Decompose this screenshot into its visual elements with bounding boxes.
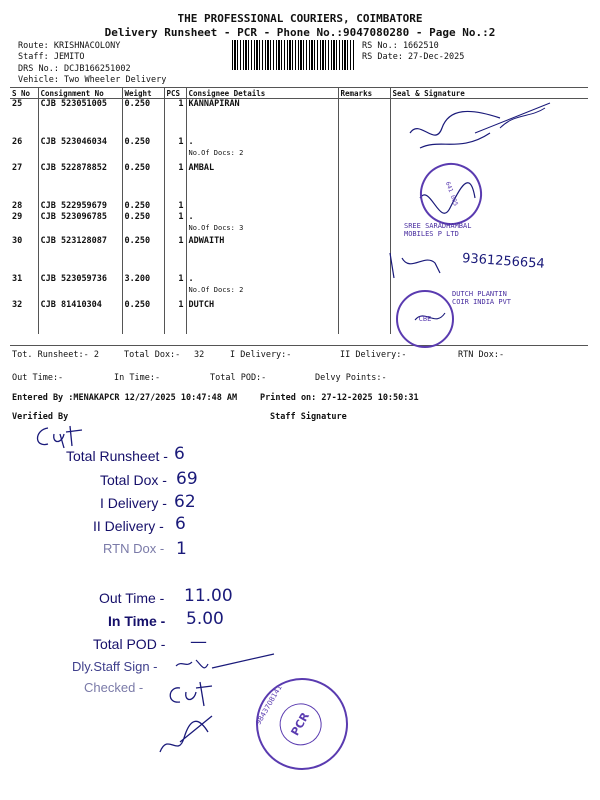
hw-total-runsheet-value: 6 (174, 444, 185, 464)
verified-by-label: Verified By (12, 412, 69, 422)
col-header-pcs: PCS (164, 88, 186, 99)
hw-i-delivery-value: 62 (174, 492, 196, 512)
col-header-consignment: Consignment No (38, 88, 122, 99)
checked-signature (150, 672, 230, 762)
hw-ii-delivery-value: 6 (175, 514, 186, 534)
col-header-consignee: Consignee Details (186, 88, 338, 99)
hw-out-time-label: Out Time - (99, 590, 165, 606)
staff-signature-label: Staff Signature (270, 412, 347, 422)
in-time-label: In Time:- (114, 373, 161, 383)
col-header-seal: Seal & Signature (390, 88, 588, 99)
col-header-weight: Weight (122, 88, 164, 99)
table-row: 27 CJB 522878852 0.250 1 AMBAL (10, 163, 588, 201)
hw-i-delivery-label: I Delivery - (100, 495, 167, 511)
pcr-stamp-inner: PCR (272, 696, 329, 753)
rs-date: RS Date: 27-Dec-2025 (362, 52, 465, 62)
hw-total-dox-value: 69 (176, 469, 198, 489)
dutch-coir-stamp: CBE (396, 290, 454, 348)
hw-in-time-label: In Time - (108, 613, 166, 629)
total-pod-label: Total POD:- (210, 373, 267, 383)
route-label: Route: KRISHNACOLONY (18, 41, 121, 51)
table-row: 31 CJB 523059736 3.200 1 . No.Of Docs: 2 (10, 274, 588, 300)
out-time-label: Out Time:- (12, 373, 64, 383)
table-row: 29 CJB 523096785 0.250 1 . No.Of Docs: 3 (10, 212, 588, 236)
staff-label: Staff: JEMITO (18, 52, 85, 62)
rtn-dox-label: RTN Dox:- (458, 350, 505, 360)
hw-rtn-dox-label: RTN Dox - (103, 541, 165, 556)
table-row: 30 CJB 523128087 0.250 1 ADWAITH (10, 236, 588, 274)
entered-by: Entered By :MENAKAPCR 12/27/2025 10:47:48 AM (12, 393, 238, 403)
hw-in-time-value: 5.00 (186, 609, 224, 629)
col-header-remarks: Remarks (338, 88, 390, 99)
hw-total-pod-value: — (190, 632, 207, 652)
row30-handwritten-phone: 9361256654 (461, 251, 546, 272)
row27-stamp-caption: SREE SARADHAMBAL MOBILES P LTD (404, 222, 472, 238)
pcr-stamp-number: 9843708141 (254, 683, 284, 727)
table-row: 26 CJB 523046034 0.250 1 . No.Of Docs: 2 (10, 137, 588, 163)
rs-number: RS No.: 1662510 (362, 41, 439, 51)
i-delivery-label: I Delivery:- (230, 350, 292, 360)
vehicle-label: Vehicle: Two Wheeler Delivery (18, 75, 167, 85)
hw-rtn-dox-value: 1 (176, 539, 187, 559)
drs-label: DRS No.: DCJB166251002 (18, 64, 131, 74)
hw-total-pod-label: Total POD - (93, 636, 166, 652)
tot-runsheet: Tot. Runsheet:- 2 (12, 350, 99, 360)
hw-out-time-value: 11.00 (184, 586, 233, 606)
table-row: 32 CJB 81410304 0.250 1 DUTCH (10, 300, 588, 334)
table-row: 28 CJB 522959679 0.250 1 (10, 201, 588, 212)
pcr-stamp (239, 661, 365, 787)
runsheet-subtitle: Delivery Runsheet - PCR - Phone No.:9047080280 - Page No.:2 (104, 26, 496, 39)
total-dox-label: Total Dox:- (124, 350, 181, 360)
hw-ii-delivery-label: II Delivery - (93, 518, 164, 534)
barcode (232, 40, 354, 70)
hw-total-dox-label: Total Dox - (100, 472, 167, 488)
ii-delivery-label: II Delivery:- (340, 350, 407, 360)
hw-checked-label: Checked - (84, 680, 144, 695)
printed-on: Printed on: 27-12-2025 10:50:31 (260, 393, 419, 403)
table-bottom-rule (10, 345, 588, 346)
row27-stamp: 641 005 (411, 154, 490, 233)
company-title: THE PROFESSIONAL COURIERS, COIMBATORE (177, 12, 423, 25)
dutch-coir-stamp-caption: DUTCH PLANTIN COIR INDIA PVT (452, 290, 512, 306)
delvy-points-label: Delvy Points:- (315, 373, 387, 383)
col-header-sno: S No (10, 88, 38, 99)
total-dox-value: 32 (194, 350, 205, 360)
hw-dly-staff-label: Dly.Staff Sign - (72, 659, 158, 674)
table-row: 25 CJB 523051005 0.250 1 KANNAPIRAN (10, 99, 588, 137)
hw-total-runsheet-label: Total Runsheet - (66, 448, 168, 464)
